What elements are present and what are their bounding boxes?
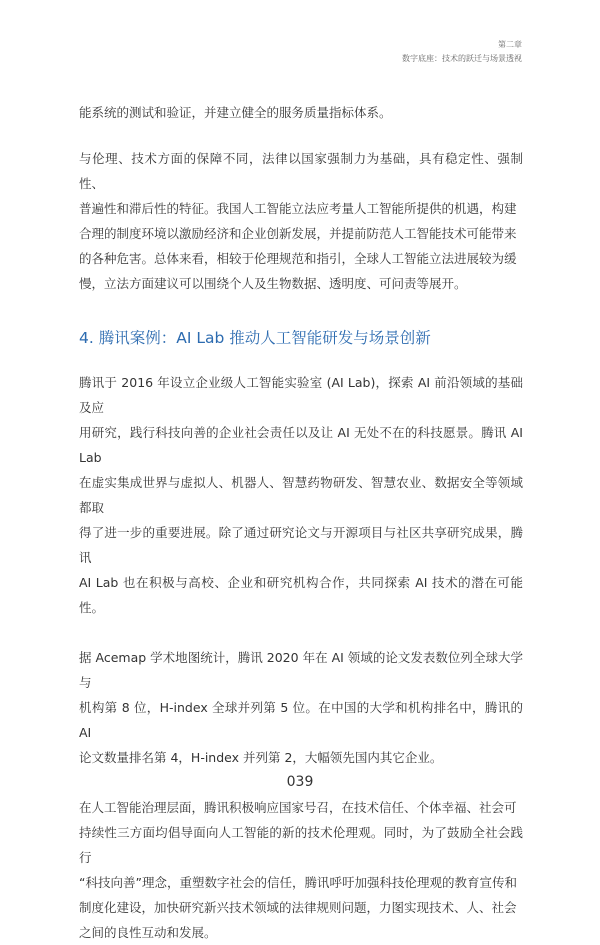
body-paragraph: 能系统的测试和验证，并建立健全的服务质量指标体系。 bbox=[79, 105, 392, 120]
body-paragraph: 与伦理、技术方面的保障不同，法律以国家强制力为基础，具有稳定性、强制性、 普遍性和滞后性的特征。我国人工智能立法应考量人工智能所提供的机遇，构建 合理的制度环境以激励经济和企业创新发展，并提前防范人工智能技术可能带来 的各种危害。总体来看，相较于伦理规范和指引，全球人工智能立法进展较为缓 慢，立法方面建议可以围绕个人及生物数据、透明度、可问责等展开。 bbox=[79, 151, 523, 291]
chapter-subtitle: 数字底座：技术的跃迁与场景透视 bbox=[402, 54, 522, 63]
chapter-label: 第二章 bbox=[498, 40, 522, 49]
page-content bbox=[79, 100, 523, 945]
page-number: 039 bbox=[286, 774, 314, 790]
section-paragraph: 腾讯于 2016 年设立企业级人工智能实验室 (AI Lab)，探索 AI 前沿领域的基础及应 用研究，践行科技向善的企业社会责任以及让 AI 无处不在的科技愿景。腾讯 AI Lab 在虚实集成世界与虚拟人、机器人、智慧药物研发、智慧农业、数据安全等领域都取 得了进一步的重要进展。除了通过研究论文与开源项目与社区共享研究成果，腾讯 AI Lab 也在积极与高校、企业和研究机构合作，共同探索 AI 技术的潜在可能性。 bbox=[79, 375, 523, 615]
section-paragraph: 据 Acemap 学术地图统计，腾讯 2020 年在 AI 领域的论文发表数位列全球大学与 机构第 8 位，H-index 全球并列第 5 位。在中国的大学和机构排名中，腾讯的 AI 论文数量排名第 4，H-index 并列第 2，大幅领先国内其它企业。 bbox=[79, 650, 523, 765]
running-header bbox=[402, 38, 522, 66]
section-paragraph: 在人工智能治理层面，腾讯积极响应国家号召，在技术信任、个体幸福、社会可 持续性三方面均倡导面向人工智能的新的技术伦理观。同时，为了鼓励全社会践行 “科技向善”理念，重塑数字社会的信任，腾讯呼吁加强科技伦理观的教育宣传和 制度化建设，加快研究新兴技术领域的法律规则问题，力图实现技术、人、社会 之间的良性互动和发展。 bbox=[79, 800, 523, 940]
section-heading: 4. 腾讯案例：AI Lab 推动人工智能研发与场景创新 bbox=[79, 329, 431, 347]
